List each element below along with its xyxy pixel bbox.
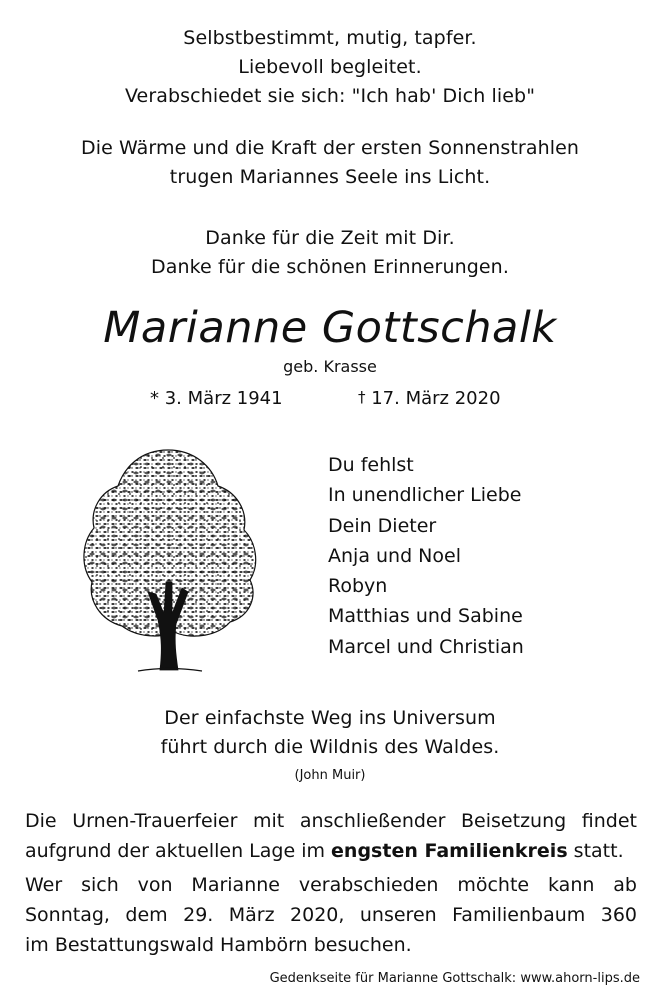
intro-line: Verabschiedet sie sich: "Ich hab' Dich lieb": [124, 85, 536, 107]
mourner-line: Dein Dieter: [328, 514, 437, 537]
ceremony-emphasis: engsten Familienkreis: [331, 840, 568, 862]
quote-line: führt durch die Wildnis des Waldes.: [160, 736, 500, 758]
mourner-line: In unendlicher Liebe: [328, 484, 522, 507]
death-symbol: †: [358, 388, 366, 406]
intro-verse: [0, 24, 660, 111]
visit-line: Wer sich von Marianne verabschieden möchte kann ab: [25, 874, 637, 896]
thanks-verse: [0, 224, 660, 282]
warmth-verse: [0, 134, 660, 192]
mourner-line: Anja und Noel: [328, 544, 461, 567]
thanks-line: Danke für die Zeit mit Dir.: [205, 227, 455, 249]
birth-name: geb. Krasse: [283, 357, 377, 376]
thanks-line: Danke für die schönen Erinnerungen.: [151, 256, 509, 278]
mourners-list: [328, 450, 524, 662]
warmth-line: Die Wärme und die Kraft der ersten Sonnenstrahlen: [80, 137, 580, 159]
mourner-line: Robyn: [328, 575, 388, 598]
mourner-line: Matthias und Sabine: [328, 605, 523, 628]
visit-line: im Bestattungswald Hambörn besuchen.: [25, 934, 412, 956]
deceased-name: Marianne Gottschalk: [103, 303, 557, 353]
visit-line: Sonntag, dem 29. März 2020, unseren Familienbaum 360: [25, 904, 637, 926]
ceremony-text-end: statt.: [567, 840, 624, 862]
birth-date-text: 3. März 1941: [164, 388, 283, 409]
death-date-text: 17. März 2020: [371, 388, 501, 409]
warmth-line: trugen Mariannes Seele ins Licht.: [169, 166, 491, 188]
quote-line: Der einfachste Weg ins Universum: [164, 707, 496, 729]
visit-notice: [25, 870, 637, 960]
birth-symbol: *: [150, 388, 159, 409]
life-dates: [0, 386, 660, 416]
birth-date: [150, 388, 283, 409]
ceremony-line: [25, 836, 637, 866]
ceremony-line: Die Urnen-Trauerfeier mit anschließender Beisetzung findet: [25, 810, 637, 832]
intro-line: Selbstbestimmt, mutig, tapfer.: [183, 27, 477, 49]
death-date: [358, 388, 501, 409]
ceremony-notice: [25, 806, 637, 866]
mourner-line: Marcel und Christian: [328, 635, 524, 658]
ceremony-text: aufgrund der aktuellen Lage im: [25, 840, 332, 862]
memorial-page-link: Gedenkseite für Marianne Gottschalk: www.ahorn-lips.de: [269, 971, 640, 986]
quote-author: (John Muir): [294, 768, 366, 783]
mourner-line: Du fehlst: [328, 454, 414, 476]
quote: [0, 704, 660, 762]
intro-line: Liebevoll begleitet.: [238, 56, 422, 78]
tree-illustration: [78, 442, 258, 672]
